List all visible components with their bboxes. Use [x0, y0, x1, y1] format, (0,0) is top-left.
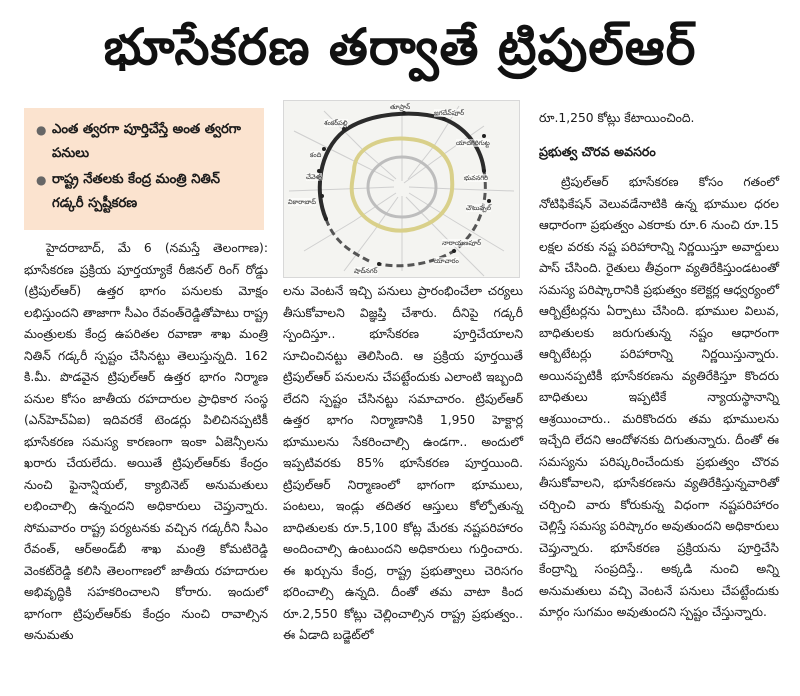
map-label: కంది [310, 151, 322, 159]
map-label: భువనగిరి [464, 174, 488, 182]
section-subheading: ప్రభుత్వ చొరవ అవసరం [539, 144, 656, 159]
rrr-route-map [283, 100, 520, 278]
bullet-icon: ● [36, 173, 47, 187]
highlight-item [36, 168, 256, 216]
highlight-item [36, 118, 256, 166]
map-label: శంకర్‌పల్లి [324, 119, 348, 127]
map-label: యాదగిరిగుట్ట [456, 139, 490, 147]
map-label: తూప్రాన్ [390, 103, 411, 111]
article-paragraph: లను వెంటనే ఇచ్చి పనులు ప్రారంభించేలా చర్యలు తీసుకోవాలని విజ్ఞప్తి చేశారు. దీనిపై గడ్కరీ స్పందిస్తూ.. భూసేకరణ పూర్తిచేయాలని సూచించినట్టు తెలిసింది. ఆ ప్రక్రియ పూర్తయితే ట్రిపుల్‌ఆర్ పనులను చేపట్టేందుకు ఎలాంటి ఇబ్బంది లేదని స్పష్టం చేసినట్టు సమాచారం. ట్రిపుల్‌ఆర్ ఉత్తర భాగం నిర్మాణానికి 1,950 హెక్టార్ల భూములను సేకరించాల్సి ఉండగా.. అందులో ఇప్పటివరకు 85% భూసేకరణ పూర్తయింది. ట్రిపుల్‌ఆర్ నిర్మాణంలో భాగంగా భూములు, పంటలు, ఇండ్లు తదితర ఆస్తులు కోల్పోతున్న బాధితులకు రూ.5,100 కోట్ల మేరకు నష్టపరిహారం అందించాల్సి ఉంటుందని అధికారులు గుర్తించారు. ఈ ఖర్చును కేంద్ర, రాష్ట్ర ప్రభుత్వాలు చెరిసగం భరించాల్సి ఉన్నది. దీంతో తమ వాటా కింద రూ.2,550 కోట్లు చెల్లించాల్సిన రాష్ట్ర ప్రభుత్వం.. ఈ ఏడాది బడ్జెట్‌లో [283, 284, 523, 642]
highlight-text: ఎంత త్వరగా పూర్తిచేస్తే అంత త్వరగా పనులు [52, 122, 241, 161]
article-paragraph: రూ.1,250 కోట్లు కేటాయించింది. [539, 111, 695, 125]
map-label: యాచారం [434, 257, 459, 265]
article-paragraph: ట్రిపుల్‌ఆర్ భూసేకరణ కోసం గతంలో నోటిఫికేషన్ వెలువడేనాటికి ఉన్న భూముల ధరల ఆధారంగా ప్రభుత్వం ఎకరాకు రూ.6 నుంచి రూ.15 లక్షల వరకు నష్ట పరిహారాన్ని నిర్ణయిస్తూ అవార్డులు పాస్ చేసింది. రైతులు తీవ్రంగా వ్యతిరేకిస్తుండటంతో సమస్య పరిష్కారానికి ప్రభుత్వం కలెక్టర్ల ఆధ్వర్యంలో ఆర్బిట్రేటర్లను ఏర్పాటు చేసింది. భూముల విలువ, బాధితులకు జరుగుతున్న నష్టం ఆధారంగా ఆర్బిటేటర్లు పరిహారాన్ని నిర్ణయిస్తున్నారు. అయినప్పటికీ భూసేకరణను వ్యతిరేకిస్తూ కొందరు బాధితులు ఇప్పటికే న్యాయస్థానాన్ని ఆశ్రయించారు.. మరికొందరు తమ భూములను ఇచ్చేది లేదని ఆందోళనకు దిగుతున్నారు. దీంతో ఈ సమస్యను పరిష్కరించేందుకు ప్రభుత్వం చొరవ తీసుకోవాలని, భూసేకరణను వ్యతిరేకిస్తున్నవారితో చర్చించి వారు కోరుకున్న విధంగా నష్టపరిహారం చెల్లిస్తే సమస్య పరిష్కారం అవుతుందని అధికారులు చెప్తున్నారు. భూసేకరణ ప్రక్రియను పూర్తిచేసి కేంద్రాన్ని సంప్రదిస్తే.. అక్కడి నుంచి అన్ని అనుమతులు వచ్చి వెంటనే పనులు చేపట్టేందుకు మార్గం సుగమం అవుతుందని స్పష్టం చేస్తున్నారు. [539, 175, 779, 619]
highlight-text: రాష్ట్ర నేతలకు కేంద్ర మంత్రి నితిన్ గడ్కరీ స్పష్టీకరణ [52, 172, 221, 211]
highlight-box [24, 108, 264, 230]
article-column-2 [283, 281, 523, 647]
article-column-3-top [539, 108, 779, 130]
headline: భూసేకరణ తర్వాతే ట్రిపుల్‌ఆర్ [103, 18, 697, 76]
article-column-3 [539, 172, 779, 624]
map-label: షాద్‌నగర్ [354, 267, 378, 275]
map-label: వికారాబాద్ [288, 198, 316, 206]
map-label: చేవెళ్ళ [306, 173, 323, 181]
map-label: చౌటుప్పల్ [466, 204, 491, 212]
bullet-icon: ● [36, 123, 47, 137]
article-column-1 [24, 238, 268, 647]
map-graphic [284, 101, 520, 278]
map-label: జగదేవ్‌పూర్ [434, 109, 465, 117]
map-label: నారాయణపూర్ [442, 239, 481, 247]
article-paragraph: హైదరాబాద్, మే 6 (నమస్తే తెలంగాణ): భూసేకరణ ప్రక్రియ పూర్తయ్యాకే రీజినల్ రింగ్ రోడ్డు (ట్రిపుల్‌ఆర్) ఉత్తర భాగం పనులకు మోక్షం లభిస్తుందని తాజాగా సీఎం రేవంత్‌రెడ్డితోపాటు రాష్ట్ర మంత్రులకు కేంద్ర ఉపరితల రవాణా శాఖ మంత్రి నితిన్ గడ్కరీ స్పష్టం చేసినట్టు తెలుస్తున్నది. 162 కి.మీ. పొడవైన ట్రిపుల్‌ఆర్ ఉత్తర భాగం నిర్మాణ పనుల కోసం జాతీయ రహదారుల ప్రాధికార సంస్థ (ఎన్‌హెచ్‌ఏఐ) ఇదివరకే టెండర్లు పిలిచినప్పటికీ భూసేకరణ సమస్య కారణంగా ఇంకా ఏజెన్సీలను ఖరారు చేయలేదు. అయితే ట్రిపుల్‌ఆర్‌కు కేంద్రం నుంచి ఫైనాన్షియల్, క్యాబినెట్ అనుమతులు లభించాల్సి ఉన్నందని అధికారులు చెప్తున్నారు. సోమవారం రాష్ట్ర పర్యటనకు వచ్చిన గడ్కరీని సీఎం రేవంత్, ఆర్‌అండ్‌బీ శాఖ మంత్రి కోమటిరెడ్డి వెంకట్‌రెడ్డి కలిసి తెలంగాణలో జాతీయ రహదారుల అభివృద్ధికి సహకరించాలని కోరారు. ఇందులో భాగంగా ట్రిపుల్‌ఆర్‌కు కేంద్రం నుంచి రావాల్సిన అనుమతు [24, 241, 268, 642]
